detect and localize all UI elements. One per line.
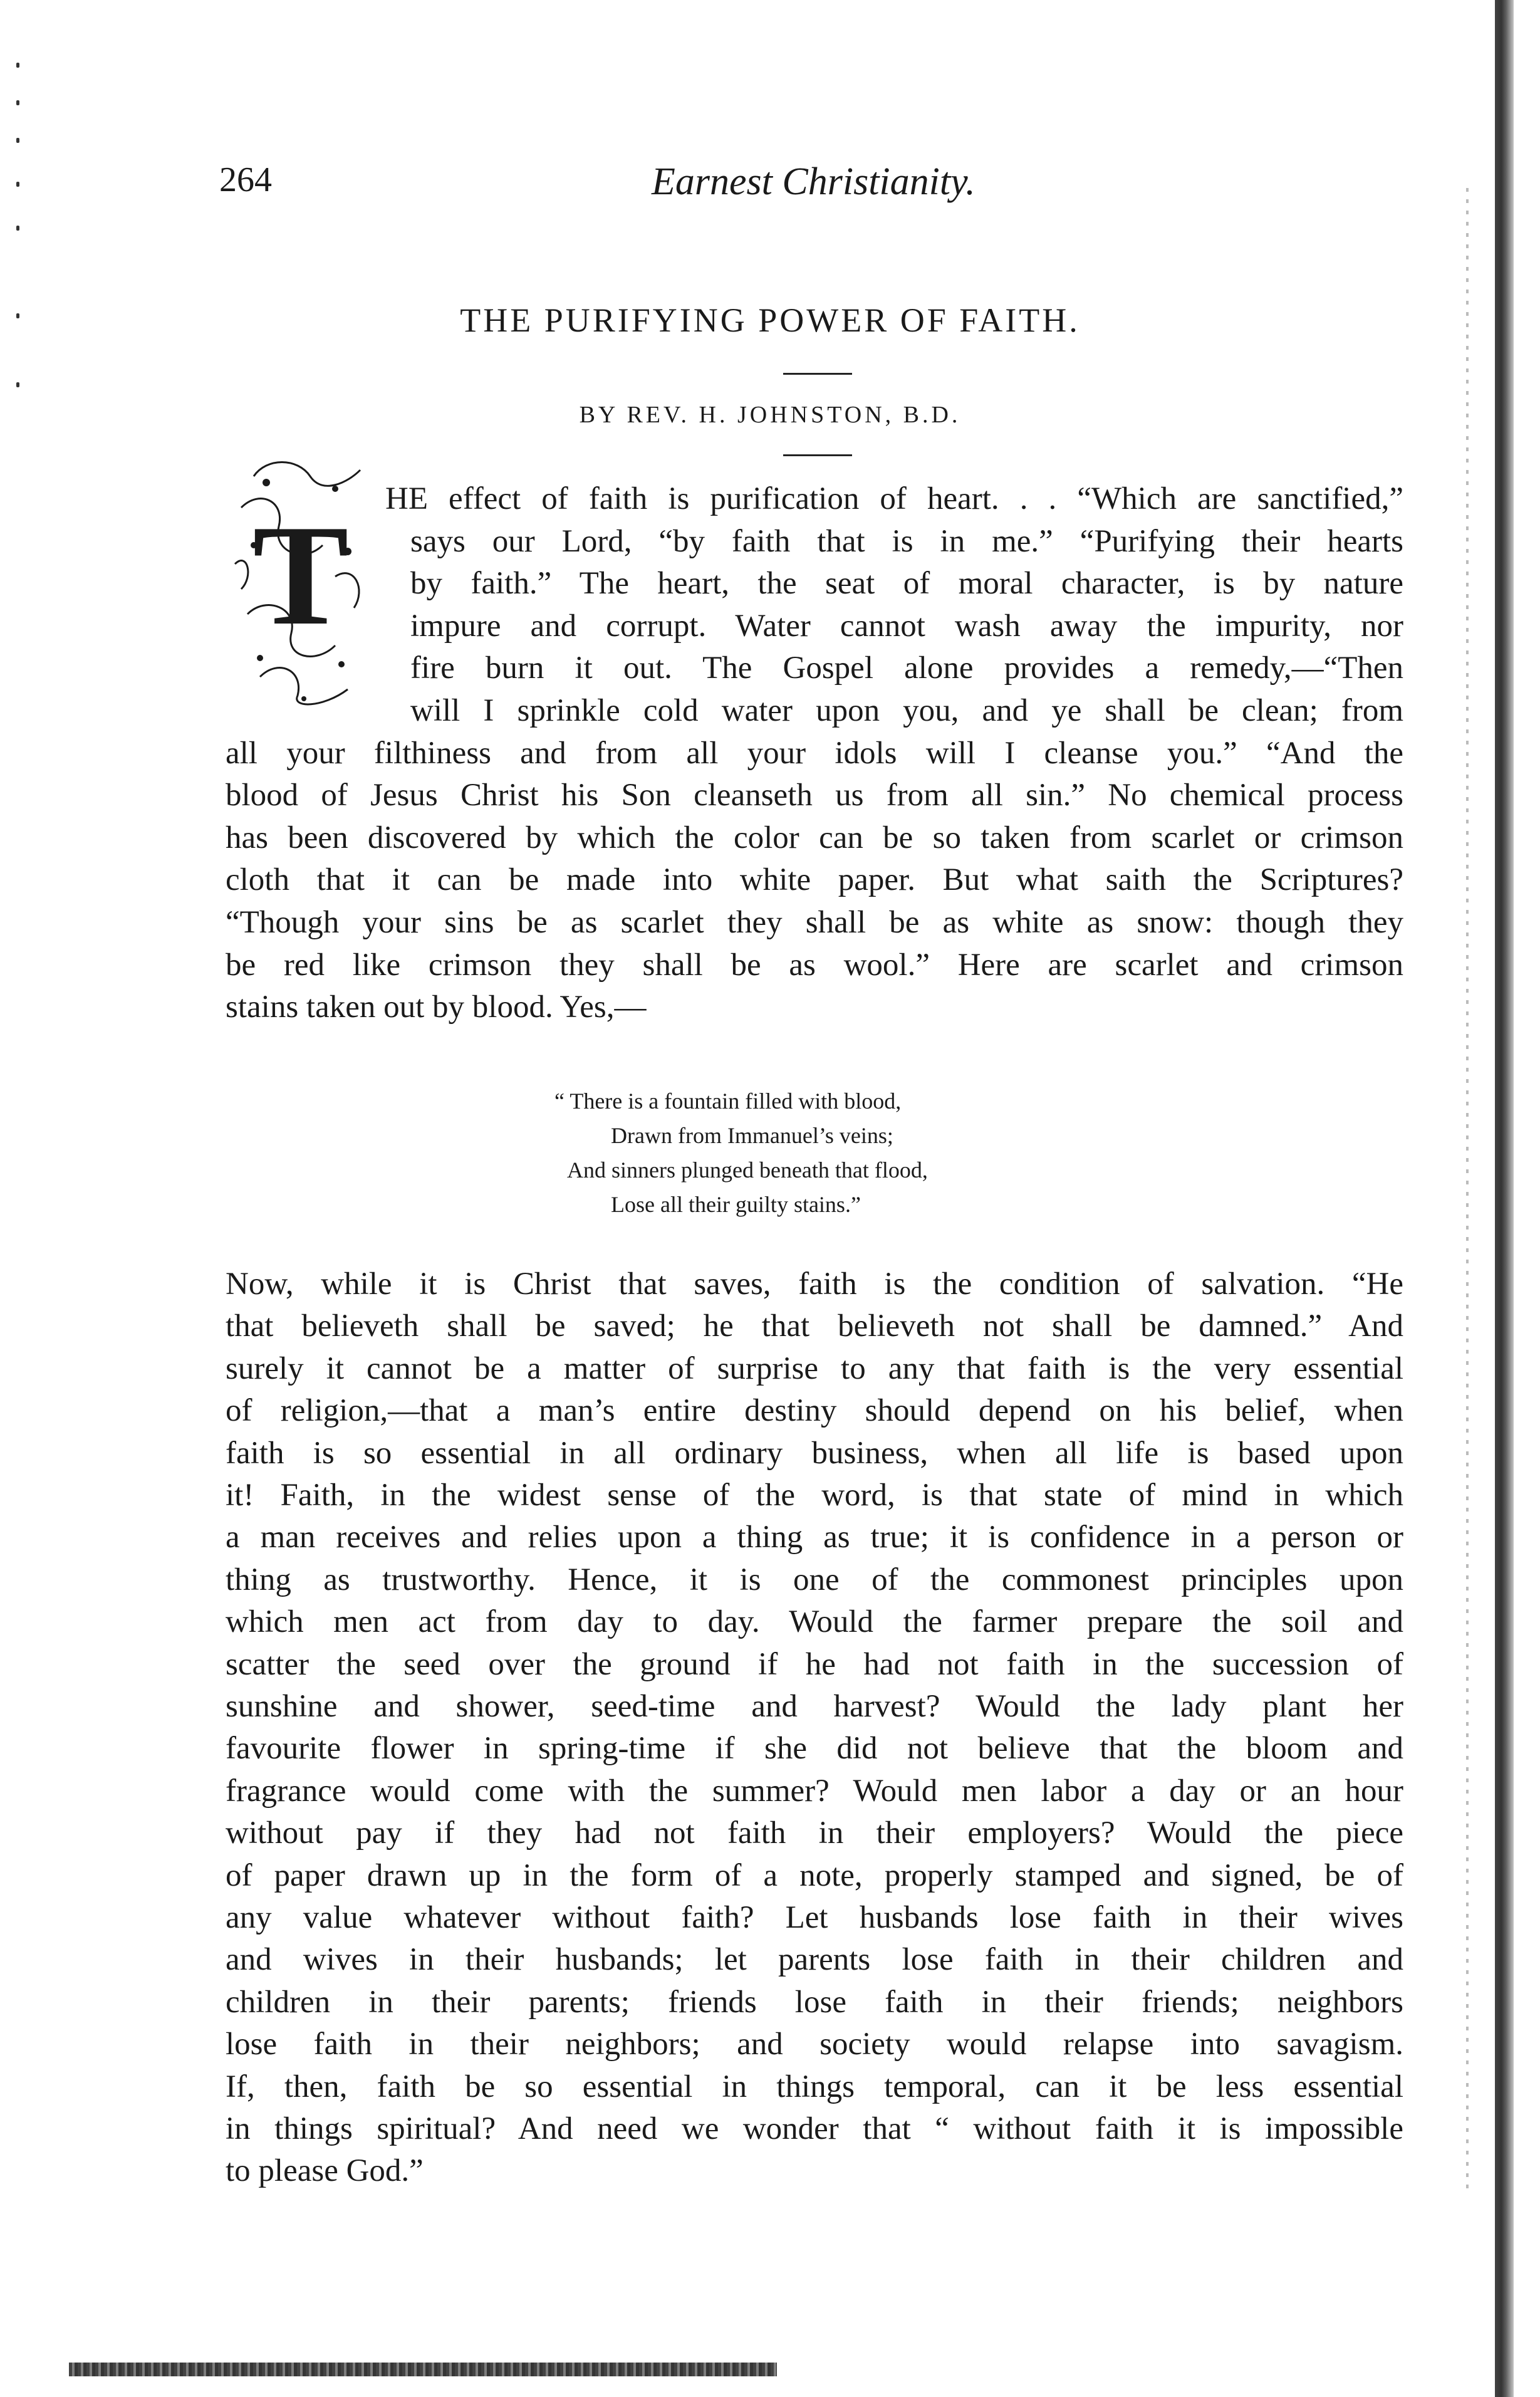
bottom-edge-smudge	[69, 2363, 777, 2376]
byline: BY REV. H. JOHNSTON, B.D.	[579, 402, 961, 428]
text-line: sunshine and shower, seed-time and harvest? Would the lady plant her	[226, 1689, 1403, 1724]
text-line: any value whatever without faith? Let husbands lose faith in their wives	[226, 1900, 1403, 1935]
text-line: “Though your sins be as scarlet they shall be as white as snow: though they	[226, 905, 1403, 940]
verse-line: “ There is a fountain filled with blood,	[554, 1089, 902, 1114]
page-edge-texture	[1466, 188, 1469, 2193]
text-line: fire burn it out. The Gospel alone provides a remedy,—“Then	[410, 650, 1403, 686]
text-line: says our Lord, “by faith that is in me.” “Purifying their hearts	[410, 523, 1403, 559]
text-line: Now, while it is Christ that saves, faith is the condition of salvation. “He	[226, 1266, 1403, 1302]
text-line: faith is so essential in all ordinary business, when all life is based upon	[226, 1435, 1403, 1471]
text-line: be red like crimson they shall be as wool.” Here are scarlet and crimson	[226, 947, 1403, 983]
text-line: of paper drawn up in the form of a note, properly stamped and signed, be of	[226, 1857, 1403, 1893]
page-number: 264	[219, 160, 272, 199]
text-line: scatter the seed over the ground if he had not faith in the succession of	[226, 1646, 1403, 1682]
text-line: it! Faith, in the widest sense of the word, is that state of mind in which	[226, 1478, 1403, 1513]
text-line: all your filthiness and from all your idols will I cleanse you.” “And the	[226, 735, 1403, 771]
text-line: by faith.” The heart, the seat of moral character, is by nature	[410, 566, 1403, 602]
verse-line: And sinners plunged beneath that flood,	[567, 1157, 928, 1183]
text-line: impure and corrupt. Water cannot wash away the impurity, nor	[410, 608, 1403, 644]
text-line: stains taken out by blood. Yes,—	[226, 990, 647, 1025]
text-line: that believeth shall be saved; he that believeth not shall be damned.” And	[226, 1308, 1403, 1344]
text-line: surely it cannot be a matter of surprise to any that faith is the very essential	[226, 1350, 1403, 1386]
text-line: to please God.”	[226, 2153, 424, 2189]
margin-specks	[13, 56, 25, 457]
drop-cap-ornament-icon	[229, 451, 373, 714]
text-line: without pay if they had not faith in their employers? Would the piece	[226, 1815, 1403, 1851]
byline-rule	[783, 454, 852, 456]
text-line: has been discovered by which the color can be so taken from scarlet or crimson	[226, 820, 1403, 855]
ornamental-drop-cap	[229, 451, 373, 714]
text-line: fragrance would come with the summer? Would men labor a day or an hour	[226, 1773, 1403, 1809]
text-line: lose faith in their neighbors; and society would relapse into savagism.	[226, 2027, 1403, 2062]
text-line: of religion,—that a man’s entire destiny should depend on his belief, when	[226, 1393, 1403, 1429]
text-line: cloth that it can be made into white paper. But what saith the Scriptures?	[226, 862, 1403, 898]
text-line: a man receives and relies upon a thing as true; it is confidence in a person or	[226, 1520, 1403, 1555]
text-line: and wives in their husbands; let parents lose faith in their children and	[226, 1942, 1403, 1978]
verse-line: Lose all their guilty stains.”	[611, 1192, 861, 1217]
text-line: thing as trustworthy. Hence, it is one of the commonest principles upon	[226, 1562, 1403, 1597]
page-edge-shadow	[1495, 0, 1514, 2397]
text-line: If, then, faith be so essential in things temporal, can it be less essential	[226, 2069, 1403, 2104]
verse-line: Drawn from Immanuel’s veins;	[611, 1123, 893, 1148]
text-line: HE effect of faith is purification of heart. . . “Which are sanctified,”	[385, 481, 1403, 516]
text-line: favourite flower in spring-time if she did not believe that the bloom and	[226, 1731, 1403, 1767]
article-title: THE PURIFYING POWER OF FAITH.	[460, 301, 1080, 339]
running-title: Earnest Christianity.	[652, 160, 976, 203]
text-line: which men act from day to day. Would the farmer prepare the soil and	[226, 1604, 1403, 1640]
text-line: children in their parents; friends lose faith in their friends; neighbors	[226, 1984, 1403, 2020]
title-rule	[783, 373, 852, 375]
page-header	[219, 160, 1397, 216]
text-line: blood of Jesus Christ his Son cleanseth us from all sin.” No chemical process	[226, 778, 1403, 813]
drop-cap-letter: T	[252, 495, 349, 655]
text-line: will I sprinkle cold water upon you, and ye shall be clean; from	[410, 693, 1403, 728]
text-line: in things spiritual? And need we wonder that “ without faith it is impossible	[226, 2111, 1403, 2146]
